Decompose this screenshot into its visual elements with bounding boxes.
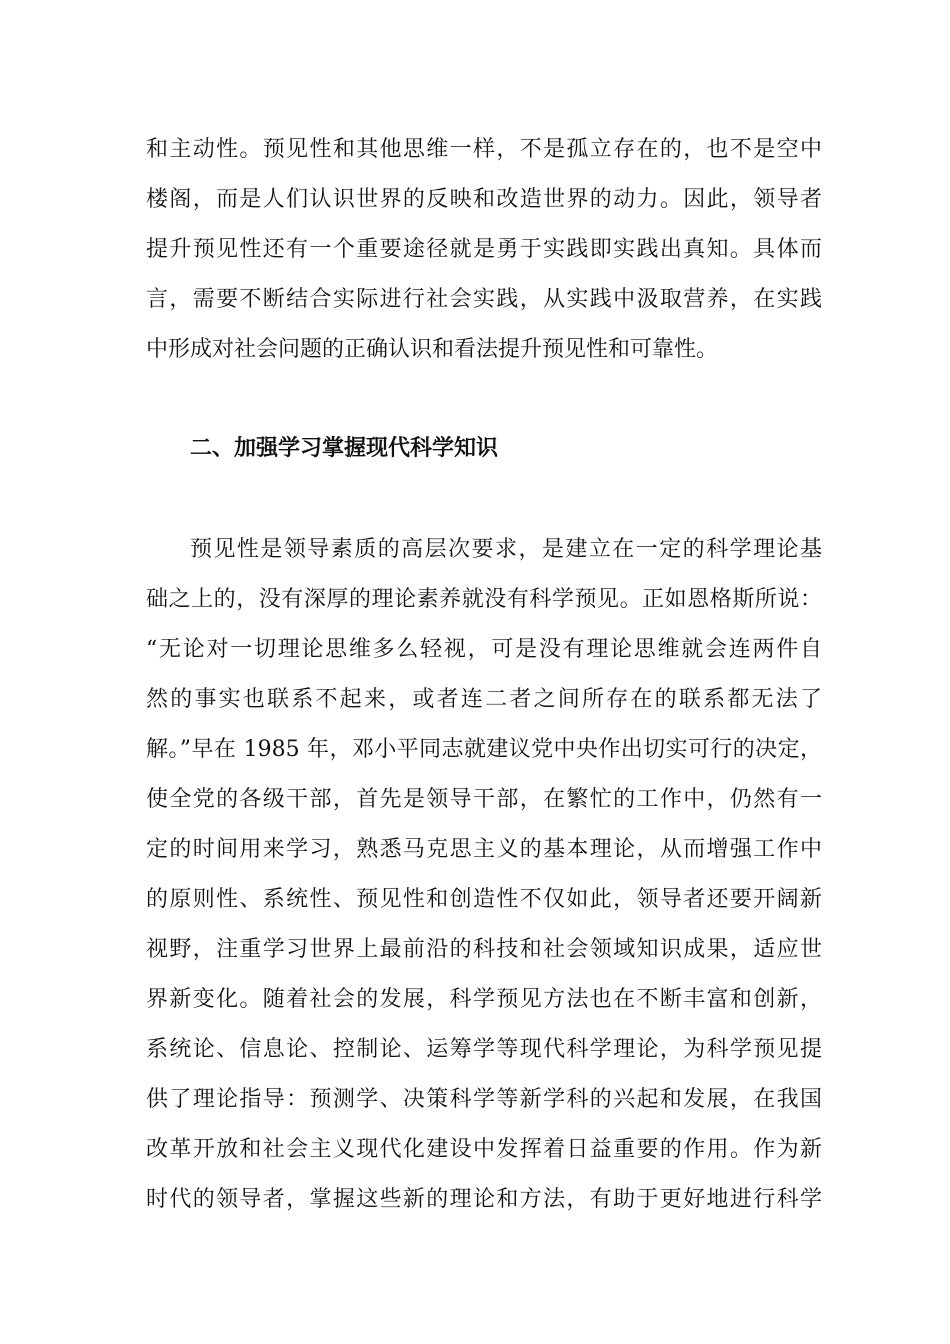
paragraph-line: 础之上的，没有深厚的理论素养就没有科学预见。正如恩格斯所说：	[146, 587, 822, 612]
paragraph-line: “无论对一切理论思维多么轻视，可是没有理论思维就会连两件自	[146, 637, 822, 662]
paragraph-line: 楼阁，而是人们认识世界的反映和改造世界的动力。因此，领导者	[146, 187, 822, 212]
paragraph-line: 改革开放和社会主义现代化建设中发挥着日益重要的作用。作为新	[146, 1137, 822, 1162]
paragraph-line: 预见性是领导素质的高层次要求，是建立在一定的科学理论基	[190, 537, 822, 562]
paragraph-line: 视野，注重学习世界上最前沿的科技和社会领域知识成果，适应世	[146, 937, 822, 962]
paragraph-line: 中形成对社会问题的正确认识和看法提升预见性和可靠性。	[146, 337, 719, 362]
paragraph-line: 系统论、信息论、控制论、运筹学等现代科学理论，为科学预见提	[146, 1037, 822, 1062]
paragraph-continuation	[146, 125, 822, 375]
paragraph-line: 定的时间用来学习，熟悉马克思主义的基本理论，从而增强工作中	[146, 837, 822, 862]
paragraph-line: 使全党的各级干部，首先是领导干部，在繁忙的工作中，仍然有一	[146, 787, 822, 812]
paragraph-line: 言，需要不断结合实际进行社会实践，从实践中汲取营养，在实践	[146, 287, 822, 312]
paragraph-line: 和主动性。预见性和其他思维一样，不是孤立存在的，也不是空中	[146, 137, 822, 162]
paragraph-line: 解。”早在 1985 年，邓小平同志就建议党中央作出切实可行的决定，	[146, 737, 822, 762]
paragraph-line: 供了理论指导：预测学、决策科学等新学科的兴起和发展，在我国	[146, 1087, 822, 1112]
paragraph-line: 提升预见性还有一个重要途径就是勇于实践即实践出真知。具体而	[146, 237, 822, 262]
paragraph-body	[146, 525, 822, 1225]
paragraph-line: 界新变化。随着社会的发展，科学预见方法也在不断丰富和创新，	[146, 987, 822, 1012]
paragraph-line: 的原则性、系统性、预见性和创造性不仅如此，领导者还要开阔新	[146, 887, 822, 912]
paragraph-line: 然的事实也联系不起来，或者连二者之间所存在的联系都无法了	[146, 687, 822, 712]
paragraph-line: 时代的领导者，掌握这些新的理论和方法，有助于更好地进行科学	[146, 1187, 822, 1212]
section-heading: 二、加强学习掌握现代科学知识	[190, 436, 499, 461]
